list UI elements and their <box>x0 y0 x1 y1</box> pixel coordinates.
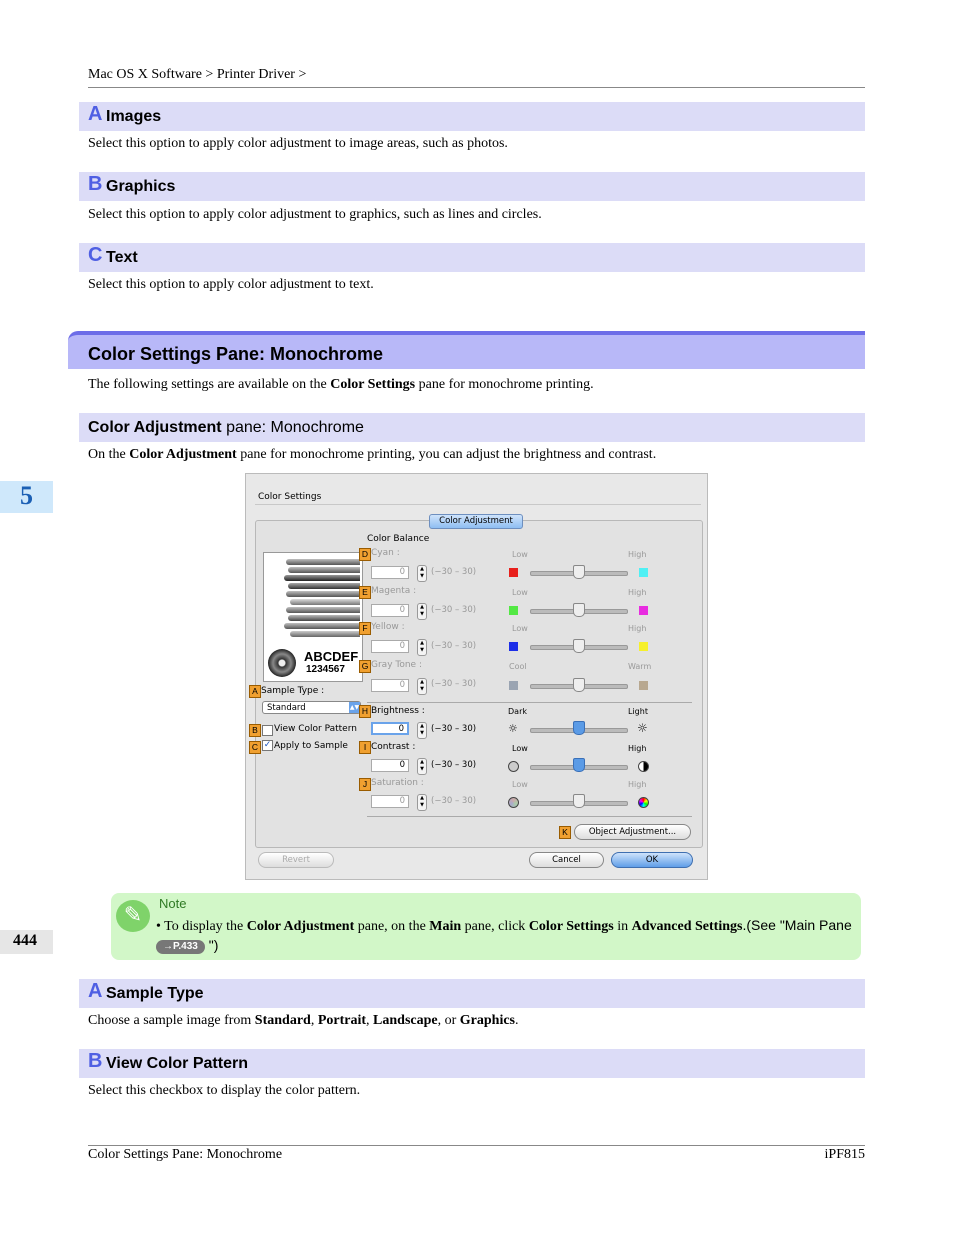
high-saturation-icon <box>638 797 649 808</box>
sample-type-label: Sample Type : <box>261 686 325 696</box>
view-color-pattern-checkbox[interactable] <box>262 725 273 736</box>
gray-tone-cool-label: Cool <box>509 662 527 671</box>
section-header-sample-type <box>79 979 865 1008</box>
footer-rule <box>88 1145 865 1146</box>
dialog-title-divider <box>255 504 701 505</box>
saturation-slider-thumb[interactable] <box>573 794 585 808</box>
color-balance-label: Color Balance <box>367 534 430 544</box>
color-adjustment-paragraph: On the Color Adjustment pane for monochrome printing, you can adjust the brightness and contrast. <box>88 447 657 462</box>
yellow-swatch-icon <box>639 642 648 651</box>
view-color-pattern-text: Select this checkbox to display the color pattern. <box>88 1083 361 1098</box>
saturation-range: (−30 – 30) <box>431 796 477 806</box>
cool-swatch-icon <box>509 681 518 690</box>
breadcrumb: Mac OS X Software > Printer Driver > <box>88 67 307 82</box>
gray-tone-field[interactable]: 0 <box>371 679 409 692</box>
gray-tone-label: Gray Tone : <box>371 660 422 670</box>
header-rule <box>88 87 865 88</box>
cyan-label: Cyan : <box>371 548 400 558</box>
section-header-text <box>79 243 865 272</box>
dialog-title: Color Settings <box>258 492 322 502</box>
sun-light-icon: ☼ <box>637 721 648 735</box>
section-text: Select this option to apply color adjustment to graphics, such as lines and circles. <box>88 207 542 222</box>
contrast-slider-thumb[interactable] <box>573 758 585 772</box>
contrast-high-label: High <box>628 744 647 753</box>
subheading-color-adjustment <box>79 413 865 442</box>
cyan-stepper[interactable]: ▲ ▼ <box>417 565 427 582</box>
apply-to-sample-checkbox[interactable]: ✓ <box>263 740 272 750</box>
subheading-title: Color Adjustment pane: Monochrome <box>88 419 364 436</box>
saturation-field[interactable]: 0 <box>371 795 409 808</box>
brightness-slider-thumb[interactable] <box>573 721 585 735</box>
tab-color-adjustment[interactable]: Color Adjustment <box>429 514 523 529</box>
red-swatch-icon <box>509 568 518 577</box>
note-box <box>111 893 861 960</box>
saturation-stepper[interactable]: ▲ ▼ <box>417 794 427 811</box>
apply-to-sample-label: Apply to Sample <box>274 741 348 751</box>
callout-tag-f: F <box>359 622 371 635</box>
heading-title: Color Settings Pane: Monochrome <box>88 344 384 364</box>
cd-disc-icon <box>268 649 296 677</box>
gray-tone-slider-thumb[interactable] <box>573 678 585 692</box>
note-title: Note <box>159 896 187 911</box>
magenta-range: (−30 – 30) <box>431 605 477 615</box>
section-letter: B <box>88 173 103 195</box>
section-title: Graphics <box>106 178 176 195</box>
page-reference-link[interactable]: →P.433 <box>156 940 205 954</box>
gray-tone-stepper[interactable]: ▲ ▼ <box>417 678 427 695</box>
view-color-pattern-label: View Color Pattern <box>274 724 357 734</box>
cyan-field[interactable]: 0 <box>371 566 409 579</box>
yellow-range: (−30 – 30) <box>431 641 477 651</box>
brightness-dark-label: Dark <box>508 707 527 716</box>
contrast-stepper[interactable]: ▲ ▼ <box>417 758 427 775</box>
magenta-high-label: High <box>628 588 647 597</box>
cyan-high-label: High <box>628 550 647 559</box>
yellow-field[interactable]: 0 <box>371 640 409 653</box>
warm-swatch-icon <box>639 681 648 690</box>
brightness-light-label: Light <box>628 707 648 716</box>
section-text: Select this option to apply color adjustment to text. <box>88 277 374 292</box>
contrast-range: (−30 – 30) <box>431 760 477 770</box>
yellow-slider-thumb[interactable] <box>573 639 585 653</box>
magenta-swatch-icon <box>639 606 648 615</box>
contrast-low-label: Low <box>512 744 528 753</box>
callout-tag-i: I <box>359 741 371 754</box>
magenta-field[interactable]: 0 <box>371 604 409 617</box>
ok-button[interactable]: OK <box>611 852 693 868</box>
note-text: • To display the Color Adjustment pane, on the Main pane, click Color Settings in Advanced Settings.(See "Main Pane →P.433 ") <box>156 917 852 953</box>
cyan-slider-thumb[interactable] <box>573 565 585 579</box>
preview-digits: 1234567 <box>306 664 345 675</box>
blue-swatch-icon <box>509 642 518 651</box>
saturation-label: Saturation : <box>371 778 424 788</box>
contrast-label: Contrast : <box>371 742 416 752</box>
magenta-stepper[interactable]: ▲ ▼ <box>417 603 427 620</box>
preview-letters: ABCDEF <box>304 649 359 664</box>
section-text: Select this option to apply color adjustment to image areas, such as photos. <box>88 136 508 151</box>
section-letter: A <box>88 103 103 125</box>
cyan-range: (−30 – 30) <box>431 567 477 577</box>
cancel-button[interactable]: Cancel <box>529 852 604 868</box>
cyan-swatch-icon <box>639 568 648 577</box>
select-arrows-icon: ▲▼ <box>349 704 360 711</box>
callout-tag-k: K <box>559 826 571 839</box>
heading-color-settings-pane <box>68 331 865 369</box>
callout-tag-d: D <box>359 548 371 561</box>
page-number-tab: 444 <box>0 930 53 954</box>
yellow-high-label: High <box>628 624 647 633</box>
sun-dark-icon: ☼ <box>508 722 518 735</box>
low-contrast-icon <box>508 761 519 772</box>
section-letter: C <box>88 244 103 266</box>
section-header-images <box>79 102 865 131</box>
contrast-field[interactable]: 0 <box>371 759 409 772</box>
gray-tone-warm-label: Warm <box>628 662 652 671</box>
bottom-divider <box>367 816 692 817</box>
callout-tag-g: G <box>359 660 371 673</box>
callout-tag-h: H <box>359 705 371 718</box>
footer-section-title: Color Settings Pane: Monochrome <box>88 1147 283 1162</box>
yellow-stepper[interactable]: ▲ ▼ <box>417 639 427 656</box>
footer-model-name: iPF815 <box>824 1147 865 1162</box>
section-title: Images <box>106 108 162 125</box>
section-letter: A <box>88 980 103 1002</box>
section-divider <box>367 702 692 703</box>
gray-tone-range: (−30 – 30) <box>431 679 477 689</box>
object-adjustment-button[interactable]: Object Adjustment... <box>574 824 691 840</box>
callout-tag-c: C <box>249 741 261 754</box>
revert-button[interactable]: Revert <box>258 852 334 868</box>
color-settings-dialog <box>245 473 708 880</box>
saturation-low-label: Low <box>512 780 528 789</box>
green-swatch-icon <box>509 606 518 615</box>
callout-tag-b: B <box>249 724 261 737</box>
high-contrast-icon <box>638 761 649 772</box>
brightness-range: (−30 – 30) <box>431 724 477 734</box>
section-title: View Color Pattern <box>106 1055 248 1072</box>
callout-tag-a: A <box>249 685 261 698</box>
yellow-low-label: Low <box>512 624 528 633</box>
section-title: Sample Type <box>106 985 204 1002</box>
callout-tag-e: E <box>359 586 371 599</box>
sample-preview-image <box>263 552 363 682</box>
brightness-field[interactable]: 0 <box>371 722 409 735</box>
callout-tag-j: J <box>359 778 371 791</box>
yellow-label: Yellow : <box>371 622 405 632</box>
magenta-slider-thumb[interactable] <box>573 603 585 617</box>
section-header-graphics <box>79 172 865 201</box>
low-saturation-icon <box>508 797 519 808</box>
magenta-low-label: Low <box>512 588 528 597</box>
cyan-low-label: Low <box>512 550 528 559</box>
sample-type-text: Choose a sample image from Standard, Portrait, Landscape, or Graphics. <box>88 1013 519 1028</box>
section-letter: B <box>88 1050 103 1072</box>
section-title: Text <box>106 249 138 266</box>
brightness-label: Brightness : <box>371 706 425 716</box>
brightness-stepper[interactable]: ▲ ▼ <box>417 722 427 739</box>
sample-type-select[interactable]: Standard ▲▼ <box>262 701 361 714</box>
section-header-view-color-pattern <box>79 1049 865 1078</box>
saturation-high-label: High <box>628 780 647 789</box>
intro-paragraph: The following settings are available on the Color Settings pane for monochrome printing. <box>88 377 594 392</box>
magenta-label: Magenta : <box>371 586 417 596</box>
chapter-tab: 5 <box>0 481 53 513</box>
pencil-note-icon: ✎ <box>116 900 150 932</box>
